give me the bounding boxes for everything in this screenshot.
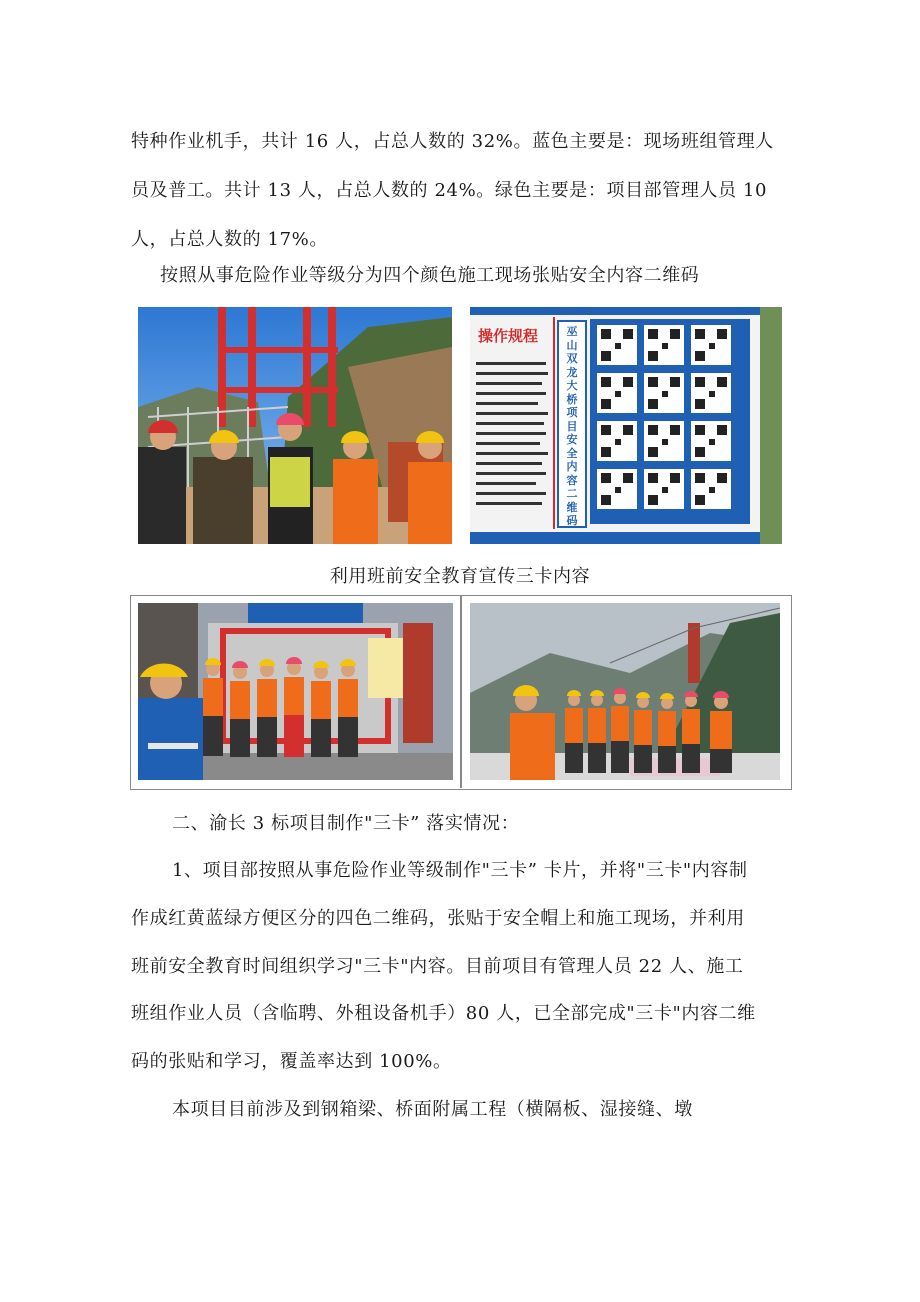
photo-site-workers: [138, 307, 452, 544]
paragraph-line: 员及普工。共计 13 人，占总人数的 24%。绿色主要是：项目部管理人员 10: [131, 180, 768, 201]
paragraph-line: 特种作业机手，共计 16 人，占总人数的 32%。蓝色主要是：现场班组管理人: [131, 131, 774, 152]
paragraph-line: 班前安全教育时间组织学习"三卡"内容。目前项目有管理人员 22 人、施工: [131, 956, 744, 977]
photo-divider: [460, 596, 462, 788]
photo-team-briefing-bridge: [470, 603, 780, 780]
photo-qr-code-board: [470, 307, 782, 544]
photo-team-briefing-gate: [138, 603, 453, 780]
section-heading: 二、渝长 3 标项目制作"三卡” 落实情况：: [172, 813, 520, 834]
paragraph-line: 1、项目部按照从事危险作业等级制作"三卡” 卡片，并将"三卡"内容制: [172, 860, 748, 881]
photo-caption: 利用班前安全教育宣传三卡内容: [329, 566, 591, 587]
paragraph-line: 本项目目前涉及到钢箱梁、桥面附属工程（横隔板、湿接缝、墩: [172, 1099, 693, 1120]
board-vertical-title: 巫山双龙大桥项目安全内容二维码: [566, 325, 578, 527]
paragraph-line: 码的张贴和学习，覆盖率达到 100%。: [131, 1051, 452, 1072]
paragraph-line: 人，占总人数的 17%。: [131, 229, 328, 250]
paragraph-line: 按照从事危险作业等级分为四个颜色施工现场张贴安全内容二维码: [160, 265, 700, 286]
paragraph-line: 班组作业人员（含临聘、外租设备机手）80 人，已全部完成"三卡"内容二维: [131, 1003, 756, 1024]
board-header: 操作规程: [478, 327, 539, 345]
paragraph-line: 作成红黄蓝绿方便区分的四色二维码，张贴于安全帽上和施工现场，并利用: [131, 908, 745, 929]
